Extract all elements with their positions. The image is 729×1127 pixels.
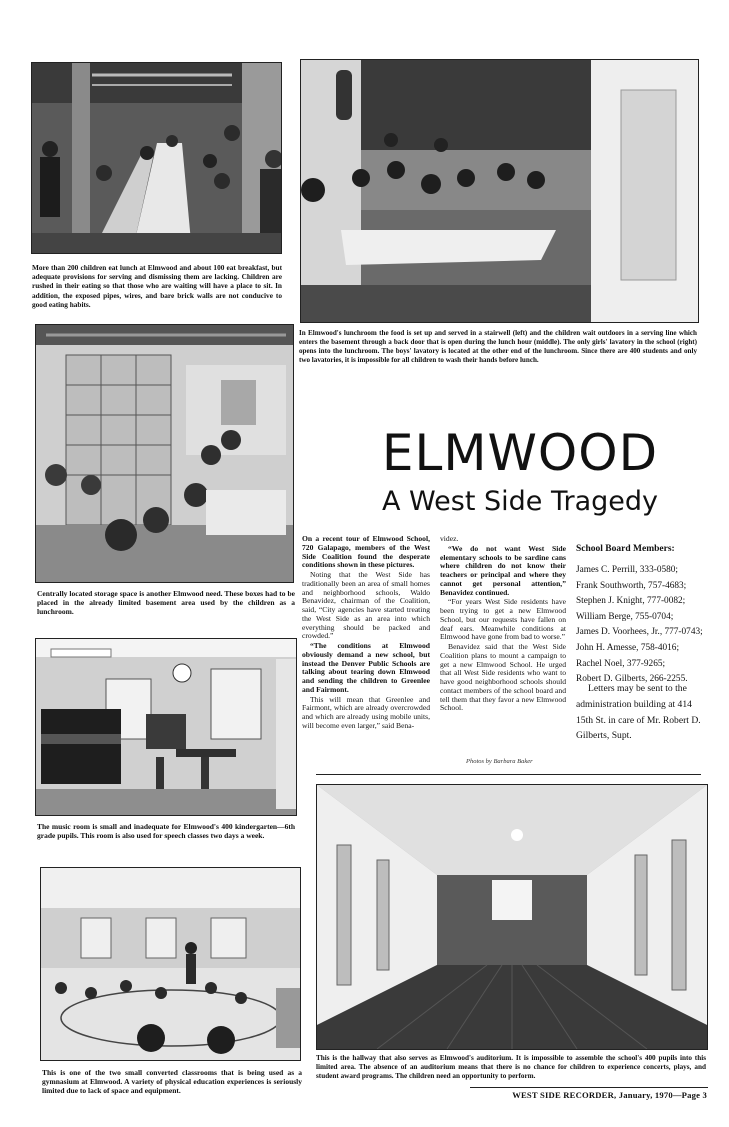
photo-lunch-tables <box>31 62 282 254</box>
article-paragraph: Benavidez said that the West Side Coalition plans to mount a campaign to get a new Elmwood School. He urged that all West Side residents who want to have good neighborhood schools should contact members of the school board and tell them that they favor a new Elmwood School. <box>440 642 566 713</box>
caption-lunch: More than 200 children eat lunch at Elmwood and about 100 eat breakfast, but adequate provisions for serving and dismissing them are lacking. Children are rushed in their eating so that those who are waiting will have a place to sit. In addition, the exposed pipes, wires, and bare brick walls are not conducive to good eating habits. <box>32 263 282 309</box>
photo-storage <box>35 324 294 583</box>
board-member: James D. Voorhees, Jr., 777-0743; <box>576 627 703 638</box>
article-quote: “The conditions at Elmwood obviously demand a new school, but instead the Denver Public Schools are talking about tearing down Elmwood and sending the children to Greenlee and Fairmont. <box>302 641 430 694</box>
article-quote: “We do not want West Side elementary schools to be sardine cans where children do not know their teachers or principal and where they cannot get personal attention,” Benavidez continued. <box>440 543 566 597</box>
article-paragraph: videz. <box>440 534 459 543</box>
board-member: James C. Perrill, 333-0580; <box>576 565 678 575</box>
section-rule <box>316 774 701 775</box>
board-member: Stephen J. Knight, 777-0082; <box>576 596 686 607</box>
footer-rule <box>470 1087 708 1088</box>
headline: ELMWOOD <box>381 424 659 482</box>
board-member: Frank Southworth, 757-4683; <box>576 580 687 591</box>
photo-gym-classroom <box>40 867 301 1061</box>
photo-music-room <box>35 638 297 816</box>
board-member: William Berge, 755-0704; <box>576 611 674 622</box>
article-paragraph: “For years West Side residents have been trying to get a new Elmwood School, but our requests have fallen on deaf ears. Meanwhile conditions at Elmwood have gone from bad to worse.” <box>440 597 566 642</box>
article-column-1 <box>302 535 430 732</box>
subhead: A West Side Tragedy <box>381 486 659 517</box>
board-member-list <box>576 563 708 688</box>
article-paragraph: This will mean that Greenlee and Fairmont, which are already overcrowded and which are already using mobile units, will become even larger,” said Bena- <box>302 694 430 730</box>
board-title: School Board Members: <box>576 544 675 554</box>
photo-hallway <box>316 784 708 1050</box>
caption-hallway: This is the hallway that also serves as Elmwood's auditorium. It is impossible to assemble the school's 400 pupils into this limited area. The absence of an auditorium means that there is no chance for children to experience concerts, plays, and student award programs. The children need an opportunity to perform. <box>316 1054 706 1080</box>
photo-credit: Photos by Barbara Baker <box>466 758 533 765</box>
caption-music-room: The music room is small and inadequate for Elmwood's 400 kindergarten—6th grade pupils. This room is also used for speech classes two days a week. <box>37 822 295 841</box>
article-lede: On a recent tour of Elmwood School, 720 Galapago, members of the West Side Coalition found the desperate conditions shown in these pictures. <box>302 534 430 570</box>
article-column-2 <box>440 535 566 714</box>
photo-lunchroom <box>300 59 699 323</box>
page-footer: WEST SIDE RECORDER, January, 1970—Page 3 <box>512 1090 707 1100</box>
caption-storage: Centrally located storage space is another Elmwood need. These boxes had to be placed in the already limited basement area used by the children as a lunchroom. <box>37 589 295 617</box>
board-member: Robert D. Gilberts, 266-2255. <box>576 674 688 685</box>
caption-lunchroom: In Elmwood's lunchroom the food is set up and served in a stairwell (left) and the children wait outdoors in a serving line which enters the basement through a back door that is open during the lunch hour (middle). The only girls' lavatory in the school (right) opens into the lunchroom. The boys' lavatory is located at the other end of the lunchroom. Since there are 400 students and only two lavatories, it is impossible for all children to wash their hands before lunch. <box>299 329 697 364</box>
caption-gym-classroom: This is one of the two small converted classrooms that is being used as a gymnasium at Elmwood. A variety of physical education experiences is seriously limited due to lack of space and equipment. <box>42 1068 302 1096</box>
board-member: Rachel Noel, 377-9265; <box>576 658 666 669</box>
article-paragraph: Noting that the West Side has traditionally been an area of small homes and neighborhood schools, Waldo Benavidez, chairman of the Coalition, said, “City agencies have started treating the West Side as an area into which everything should be packed and crowded.” <box>302 570 430 641</box>
letters-note: Letters may be sent to the administration building at 414 15th St. in care of Mr. Robert D. Gilberts, Supt. <box>576 683 701 742</box>
board-member: John H. Amesse, 758-4016; <box>576 642 680 653</box>
